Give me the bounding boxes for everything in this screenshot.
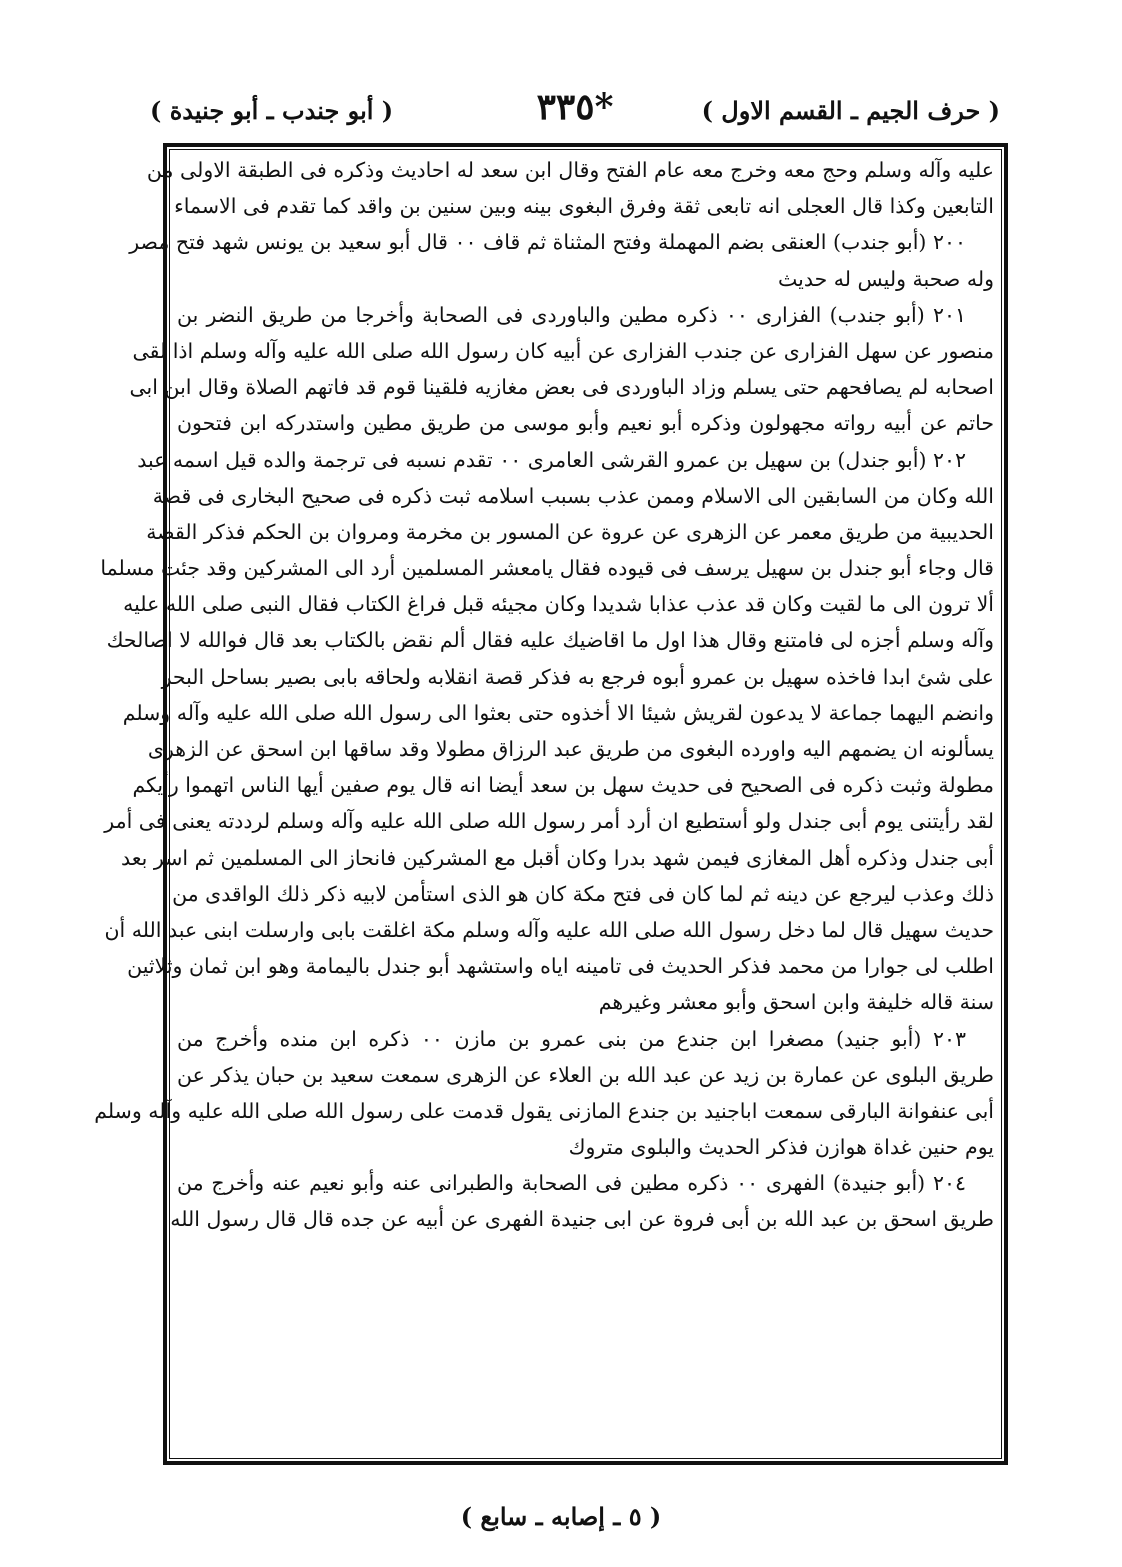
text-line: وله صحبة وليس له حديث: [778, 266, 994, 291]
text-line: ذلك وعذب ليرجع عن دينه ثم لما كان فى فتح مكة كان هو الذى استأمن لابيه ذكر ذلك الواقدى من: [172, 881, 994, 906]
text-line: ألا ترون الى ما لقيت وكان قد عذب عذابا شديدا وكان مجيئه قبل فراغ الكتاب فقال النبى صلى الله عليه: [123, 592, 994, 617]
header-right-title: ( حرف الجيم ـ القسم الاول ): [701, 96, 1000, 125]
text-line: سنة قاله خليفة وابن اسحق وأبو معشر وغيرهم: [598, 990, 994, 1015]
page-header: [150, 82, 1000, 142]
text-line: أبى جندل وذكره أهل المغازى فيمن شهد بدرا وكان أقبل مع المشركين فانحاز الى المسلمين ثم اسر بعد: [121, 845, 994, 870]
text-line: أبى عنفوانة البارقى سمعت اباجنيد بن جندع المازنى يقول قدمت على رسول الله صلى الله عليه وآله وسلم: [94, 1098, 994, 1123]
entry-201-line: ٢٠١ (أبو جندب) الفزارى ٠٠ ذكره مطين والباوردى فى الصحابة وأخرجا من طريق النضر بن: [177, 302, 967, 327]
text-line: الحديبية من طريق معمر عن الزهرى عن عروة عن المسور بن مخرمة ومروان بن الحكم فذكر القصة: [146, 519, 994, 544]
text-line: على شئ ابدا فاخذه سهيل بن عمرو أبوه فرجع به فذكر قصة انقلابه ولحاقه بابى بصير بساحل البحر: [161, 664, 994, 689]
text-line: حديث سهيل قال لما دخل رسول الله صلى الله عليه وآله وسلم مكة اغلقت بابى وارسلت ابنى عبد الله أن: [104, 917, 994, 942]
entry-204-line: ٢٠٤ (أبو جنيدة) الفهرى ٠٠ ذكره مطين فى الصحابة والطبرانى عنه وأبو نعيم عنه وأخرج من: [177, 1171, 966, 1196]
text-line: وانضم اليهما جماعة لا يدعون لقريش شيئا الا أخذوه حتى بعثوا الى رسول الله صلى الله عليه وآله وسلم: [122, 700, 994, 725]
text-line: الله وكان من السابقين الى الاسلام وممن عذب بسبب اسلامه ثبت ذكره فى صحيح البخارى فى قصة: [152, 483, 994, 508]
entry-202-line: ٢٠٢ (أبو جندل) بن سهيل بن عمرو القرشى العامرى ٠٠ تقدم نسبه فى ترجمة والده قيل اسمه عبد: [137, 447, 966, 472]
body-text: [94, 152, 994, 1452]
text-line: يوم حنين غداة هوازن فذكر الحديث والبلوى متروك: [568, 1135, 994, 1160]
text-line: طريق اسحق بن عبد الله بن أبى فروة عن ابى جنيدة الفهرى عن أبيه عن جده قال قال رسول الله: [170, 1207, 994, 1232]
text-line: التابعين وكذا قال العجلى انه تابعى ثقة وفرق البغوى بينه وبين سنين بن واقد كما تقدم فى الاسماء: [174, 194, 994, 219]
header-left-title: ( أبو جندب ـ أبو جنيدة ): [150, 96, 394, 125]
page-number: *٣٣٥: [536, 86, 614, 128]
text-line: عليه وآله وسلم وحج معه وخرج معه عام الفتح وقال ابن سعد له احاديث وذكره فى الطبقة الاولى من: [146, 158, 994, 182]
text-line: قال وجاء أبو جندل بن سهيل يرسف فى قيوده فقال يامعشر المسلمين أرد الى المشركين وقد جئت مسلما: [100, 556, 994, 581]
entry-200-line: ٢٠٠ (أبو جندب) العنقى بضم المهملة وفتح المثناة ثم قاف ٠٠ قال أبو سعيد بن يونس شهد فتح مصر: [129, 230, 966, 255]
page-footer: ( ٥ ـ إصابه ـ سابع ): [460, 1502, 662, 1531]
text-line: منصور عن سهل الفزارى عن جندب الفزارى عن أبيه كان رسول الله صلى الله عليه وآله وسلم اذا لقى: [132, 338, 994, 363]
text-line: اطلب لى جوارا من محمد فذكر الحديث فى تامينه اياه واستشهد أبو جندل باليمامة وهو ابن ثمان وثلاثين: [127, 954, 994, 979]
text-line: وآله وسلم أجزه لى فامتنع وقال هذا اول ما اقاضيك عليه فقال ألم نقض بالكتاب بعد قال فوالله لا اصالحك: [106, 628, 994, 653]
text-line: مطولة وثبت ذكره فى الصحيح فى حديث سهل بن سعد أيضا انه قال يوم صفين أيها الناس اتهموا رأيكم: [132, 773, 994, 798]
text-line: اصحابه لم يصافحهم حتى يسلم وزاد الباوردى فى بعض مغازيه فلقينا قوم قد فاتهم الصلاة وقال ابن ابى: [129, 375, 994, 400]
text-line: لقد رأيتنى يوم أبى جندل ولو أستطيع ان أرد أمر رسول الله صلى الله عليه وآله وسلم لرددته يعنى فى أمر: [104, 809, 994, 834]
text-line: طريق البلوى عن عمارة بن زيد عن عبد الله بن العلاء عن الزهرى سمعت سعيد بن حبان يذكر عن: [177, 1062, 994, 1087]
entry-203-line: ٢٠٣ (أبو جنيد) مصغرا ابن جندع من بنى عمرو بن مازن ٠٠ ذكره ابن منده وأخرج من: [177, 1026, 966, 1051]
text-line: حاتم عن أبيه رواته مجهولون وذكره أبو نعيم وأبو موسى من طريق مطين واستدركه ابن فتحون: [177, 411, 994, 436]
text-line: يسألونه ان يضمهم اليه واورده البغوى من طريق عبد الرزاق مطولا وقد ساقها ابن اسحق عن الزهرى: [147, 737, 994, 761]
